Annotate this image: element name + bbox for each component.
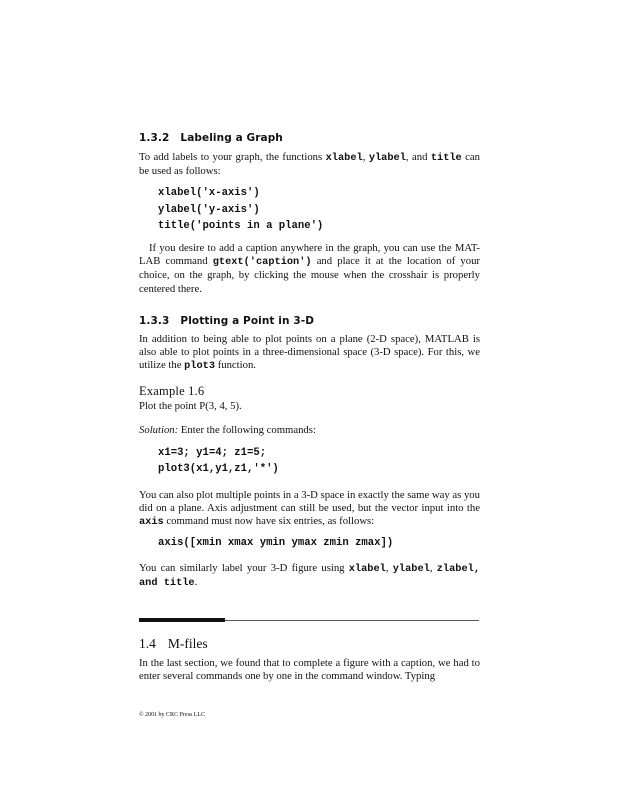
- text-run: In addition to being able to plot points on a plane (2-D space), MATLAB is also able to plot points in a three-dimensional space (3-D space). For this, we utilize the: [139, 333, 480, 372]
- text-run: , and: [139, 563, 481, 590]
- text-run: You can similarly label your 3-D figure using: [139, 562, 349, 574]
- paragraph-mfiles: In the last section, we found that to complete a figure with a caption, we had to enter several commands one by one in the command window. Typing: [139, 657, 480, 683]
- code-ylabel: ylabel: [368, 152, 406, 164]
- text-run: .: [194, 576, 198, 589]
- code-line: axis([xmin xmax ymin ymax zmin zmax]): [158, 537, 394, 549]
- code-plot3: plot3: [184, 360, 216, 373]
- code-line: ylabel('y-axis'): [158, 204, 260, 216]
- section-heading-1-3-2: [139, 132, 283, 144]
- code-title: title: [163, 577, 195, 590]
- code-line: x1=3; y1=4; z1=5;: [158, 447, 267, 459]
- text-run: can be used as follows:: [139, 151, 481, 178]
- paragraph-labels-intro: [139, 151, 480, 178]
- solution-label: Solution:: [139, 424, 179, 436]
- code-zlabel: zlabel: [436, 563, 474, 575]
- code-xlabel: xlabel: [348, 563, 386, 575]
- paragraph-multiple-points: [139, 489, 480, 530]
- text-run: ,: [429, 562, 437, 574]
- section-heading-1-3-3: [139, 315, 314, 327]
- section-title: Plotting a Point in 3-D: [180, 315, 315, 327]
- example-problem: Plot the point P(3, 4, 5).: [139, 400, 242, 412]
- paragraph-3d-labels: [139, 562, 480, 590]
- code-xlabel: xlabel: [325, 152, 363, 164]
- section-number: 1.4: [139, 636, 156, 651]
- example-solution: [139, 424, 480, 437]
- example-title: Example 1.6: [139, 384, 205, 398]
- code-line: title('points in a plane'): [158, 220, 324, 232]
- text-run: , and: [405, 151, 431, 163]
- text-run: You can also plot multiple points in a 3-D space in exactly the same way as you did on a plane. Axis adjustment can still be used, but the vector input into the: [139, 489, 480, 515]
- text-run: and place it at the location of your choice, on the graph, by clicking the mouse when the crosshair is properly centered there.: [139, 255, 480, 295]
- text-run: ,: [362, 151, 369, 163]
- code-line: plot3(x1,y1,z1,'*'): [158, 463, 279, 475]
- code-title: title: [430, 152, 462, 164]
- text-run: command must now have six entries, as follows:: [163, 515, 375, 528]
- section-title: Labeling a Graph: [180, 132, 283, 144]
- section-title: M-files: [167, 636, 208, 651]
- section-number: 1.3.3: [139, 315, 170, 327]
- code-ylabel: ylabel: [392, 563, 430, 575]
- section-number: 1.3.2: [139, 132, 170, 144]
- text-run: If you desire to add a caption anywhere in the graph, you can use the MAT-LAB command: [139, 242, 480, 268]
- text-run: To add labels to your graph, the functions: [139, 151, 326, 163]
- text-run: ,: [385, 562, 393, 574]
- code-gtext: gtext('caption'): [212, 256, 312, 269]
- text-run: Enter the following commands:: [178, 424, 316, 436]
- paragraph-3d-intro: [139, 333, 480, 374]
- paragraph-gtext: [139, 242, 480, 296]
- text-run: function.: [215, 359, 256, 372]
- section-heading-1-4: [139, 636, 208, 652]
- copyright-footer: © 2001 by CRC Press LLC: [139, 712, 206, 718]
- section-divider-thick: [139, 618, 225, 622]
- code-axis: axis: [139, 516, 164, 529]
- code-line: xlabel('x-axis'): [158, 187, 260, 199]
